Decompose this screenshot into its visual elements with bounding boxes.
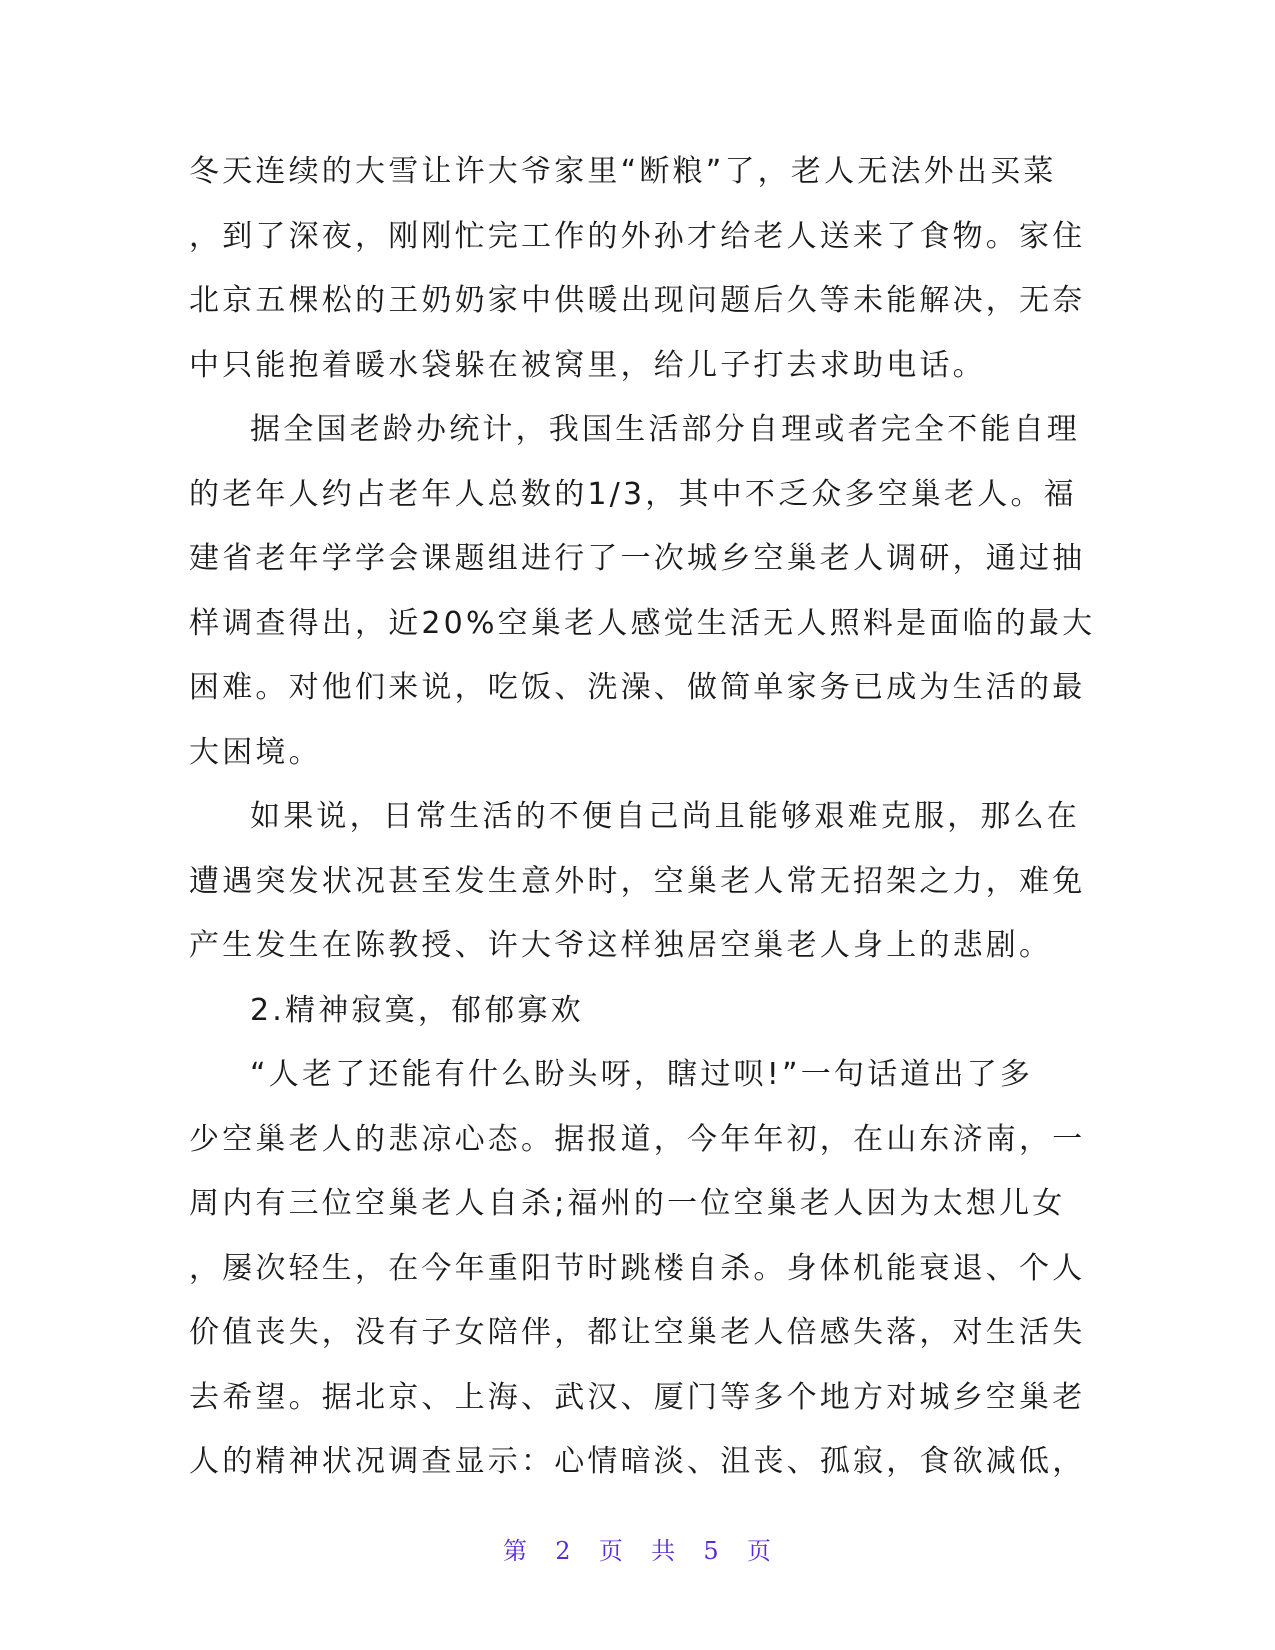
text-line: ，到了深夜，刚刚忙完工作的外孙才给老人送来了食物。家住 xyxy=(189,218,1086,254)
footer-total-prefix: 共 xyxy=(651,1537,677,1565)
footer-prefix: 第 xyxy=(503,1537,529,1565)
paragraph-start-line: “人老了还能有什么盼头呀，瞎过呗!”一句话道出了多 xyxy=(250,1057,1034,1092)
text-line: 中只能抱着暖水袋躲在被窝里，给儿子打去求助电话。 xyxy=(189,347,986,383)
page-footer xyxy=(0,1531,1275,1566)
body-text xyxy=(189,140,1096,1495)
text-line: ，屡次轻生，在今年重阳节时跳楼自杀。身体机能衰退、个人 xyxy=(189,1250,1086,1286)
text-line: 价值丧失，没有子女陪伴，都让空巢老人倍感失落，对生活失 xyxy=(189,1315,1086,1350)
footer-total-unit: 页 xyxy=(746,1537,772,1565)
text-line: 困难。对他们来说，吃饭、洗澡、做简单家务已成为生活的最 xyxy=(189,670,1086,705)
text-line: 的老年人约占老年人总数的1/3，其中不乏众多空巢老人。福 xyxy=(189,476,1077,512)
text-line: 少空巢老人的悲凉心态。据报道，今年年初，在山东济南，一 xyxy=(189,1121,1086,1157)
text-line: 产生发生在陈教授、许大爷这样独居空巢老人身上的悲剧。 xyxy=(189,928,1053,963)
paragraph-start-line: 如果说，日常生活的不便自己尚且能够艰难克服，那么在 xyxy=(250,799,1080,834)
text-line: 去希望。据北京、上海、武汉、厦门等多个地方对城乡空巢老 xyxy=(189,1379,1086,1415)
current-page-number: 2 xyxy=(555,1537,572,1565)
text-line: 周内有三位空巢老人自杀;福州的一位空巢老人因为太想儿女 xyxy=(189,1186,1066,1221)
footer-page-unit: 页 xyxy=(598,1537,624,1565)
text-line: 遭遇突发状况甚至发生意外时，空巢老人常无招架之力，难免 xyxy=(189,863,1086,899)
text-line: 冬天连续的大雪让许大爷家里“断粮”了，老人无法外出买菜 xyxy=(189,154,1057,189)
text-line: 建省老年学学会课题组进行了一次城乡空巢老人调研，通过抽 xyxy=(189,541,1086,576)
text-line: 样调查得出，近20%空巢老人感觉生活无人照料是面临的最大 xyxy=(189,605,1096,641)
section-heading: 2.精神寂寞，郁郁寡欢 xyxy=(250,992,584,1028)
text-line: 大困境。 xyxy=(189,734,322,770)
text-line: 人的精神状况调查显示：心情暗淡、沮丧、孤寂，食欲减低， xyxy=(189,1444,1086,1479)
text-line: 北京五棵松的王奶奶家中供暖出现问题后久等未能解决，无奈 xyxy=(189,283,1086,318)
total-pages-number: 5 xyxy=(703,1537,720,1565)
paragraph-start-line: 据全国老龄办统计，我国生活部分自理或者完全不能自理 xyxy=(250,412,1080,447)
